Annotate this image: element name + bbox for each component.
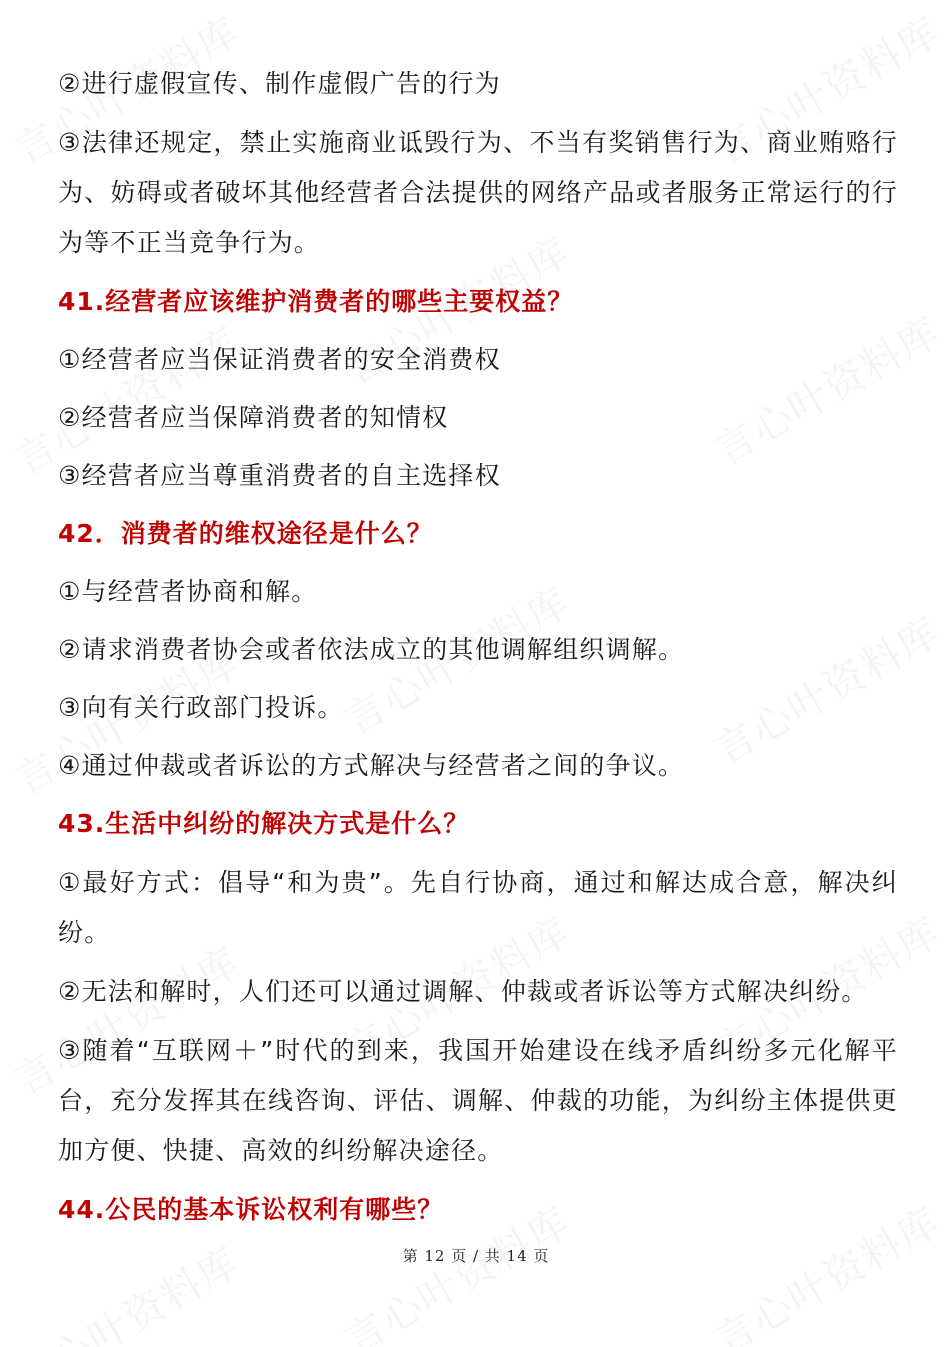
page-footer: 第 12 页 / 共 14 页	[402, 1247, 550, 1265]
paragraph: ②无法和解时，人们还可以通过调解、仲裁或者诉讼等方式解决纠纷。	[58, 977, 868, 1006]
document-body	[58, 60, 898, 1244]
paragraph: ①与经营者协商和解。	[58, 577, 318, 606]
paragraph: ②请求消费者协会或者依法成立的其他调解组织调解。	[58, 635, 685, 664]
paragraph: ③经营者应当尊重消费者的自主选择权	[58, 461, 501, 490]
paragraph: ③法律还规定，禁止实施商业诋毁行为、不当有奖销售行为、商业贿赂行为、妨碍或者破坏其他经营者合法提供的网络产品或者服务正常运行的行为等不正当竞争行为。	[58, 128, 898, 257]
paragraph: ②进行虚假宣传、制作虚假广告的行为	[58, 69, 501, 98]
paragraph: ①经营者应当保证消费者的安全消费权	[58, 345, 501, 374]
paragraph: ③随着“互联网＋”时代的到来，我国开始建设在线矛盾纠纷多元化解平台，充分发挥其在线咨询、评估、调解、仲裁的功能，为纠纷主体提供更加方便、快捷、高效的纠纷解决途径。	[58, 1036, 898, 1165]
paragraph: ②经营者应当保障消费者的知情权	[58, 403, 449, 432]
question-heading: 44.公民的基本诉讼权利有哪些？	[58, 1195, 444, 1224]
question-heading: 42．消费者的维权途径是什么？	[58, 519, 433, 548]
paragraph: ③向有关行政部门投诉。	[58, 693, 344, 722]
paragraph: ④通过仲裁或者诉讼的方式解决与经营者之间的争议。	[58, 751, 685, 780]
paragraph: ①最好方式：倡导“和为贵”。先自行协商，通过和解达成合意，解决纠纷。	[58, 868, 898, 947]
question-heading: 41.经营者应该维护消费者的哪些主要权益？	[58, 287, 574, 316]
question-heading: 43.生活中纠纷的解决方式是什么？	[58, 809, 470, 838]
